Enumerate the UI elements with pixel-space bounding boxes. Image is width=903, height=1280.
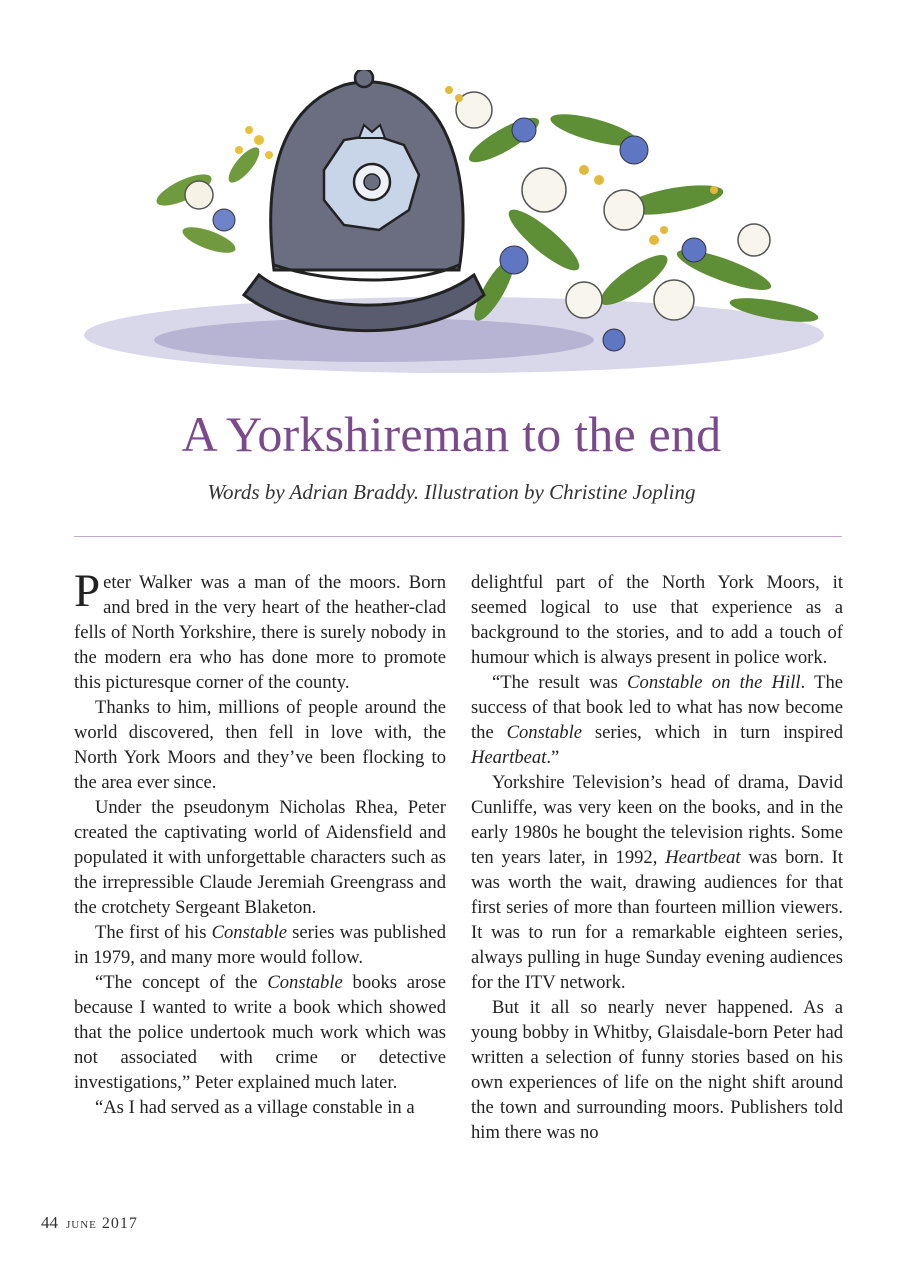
page-footer <box>41 1213 138 1233</box>
paragraph: Under the pseudonym Nicholas Rhea, Peter created the captivating world of Aidensfield and populated it with unforgettable characters such as the irrepressible Claude Jeremiah Greengrass and the crotchety Sergeant Blaketon. <box>74 797 446 918</box>
show-title: Heartbeat <box>471 747 547 768</box>
article-title: A Yorkshireman to the end <box>181 406 722 462</box>
body-column-left <box>74 565 446 1120</box>
paragraph: But it all so nearly never happened. As a young bobby in Whitby, Glaisdale-born Peter had written a selection of funny stories based on his own experiences of life on the night shift around the town and surrounding moors. Publishers told him there was no <box>471 997 843 1143</box>
book-title: Constable <box>267 972 343 993</box>
paragraph-text: . The success of that book led to what has now become the <box>471 672 843 743</box>
paragraph-text: eter Walker was a man of the moors. Born and bred in the very heart of the heather-clad fells of North Yorkshire, there is surely nobody in the modern era who has done more to promote this picturesque corner of the county. <box>74 572 446 693</box>
police-helmet-icon <box>244 70 484 331</box>
paragraph: “As I had served as a village constable in a <box>95 1097 415 1118</box>
paragraph: Thanks to him, millions of people around the world discovered, then fell in love with, the North York Moors and they’ve been flocking to the area ever since. <box>74 697 446 793</box>
illustration-svg <box>74 70 844 400</box>
body-column-right <box>471 570 843 1145</box>
paragraph-text: Yorkshire Television’s head of drama, David Cunliffe, was very keen on the books, and in the early 1980s he bought the television rights. Some ten years later, in 1992, <box>471 772 843 868</box>
title-divider <box>74 536 842 537</box>
paragraph <box>74 920 446 970</box>
paragraph-text: .” <box>546 747 560 768</box>
paragraph-text: books arose because I wanted to write a book which showed that the police undertook much work which was not associated with crime or detective investigations,” Peter explained much later. <box>74 972 446 1093</box>
book-title: Constable on the Hill <box>627 672 801 693</box>
book-title: Constable <box>211 922 288 943</box>
paragraph <box>74 565 446 695</box>
paragraph <box>471 670 843 770</box>
show-title: Heartbeat <box>665 847 741 868</box>
issue-date: june 2017 <box>66 1215 138 1232</box>
paragraph: delightful part of the North York Moors, it seemed logical to use that experience as a background to the stories, and to add a touch of humour which is always present in police work. <box>471 572 843 668</box>
paragraph <box>74 970 446 1095</box>
paragraph <box>471 770 843 995</box>
drop-cap: P <box>74 565 101 617</box>
article-byline: Words by Adrian Braddy. Illustration by Christine Jopling <box>207 480 696 504</box>
paragraph-text: “The concept of the <box>95 972 268 993</box>
paragraph-text: series was published in 1979, and many more would follow. <box>74 922 446 968</box>
paragraph-text: The first of his <box>95 922 212 943</box>
book-title: Constable <box>506 722 582 743</box>
paragraph-text: was born. It was worth the wait, drawing audiences for that first series of more than fourteen million viewers. It was to run for a remarkable eighteen series, always pulling in huge Sunday evening audiences for the ITV network. <box>471 847 844 993</box>
police-helmet-flowers-illustration <box>74 70 844 400</box>
paragraph-text: “The result was <box>492 672 628 693</box>
paragraph-text: series, which in turn inspired <box>582 722 843 743</box>
page-number: 44 <box>41 1213 58 1232</box>
